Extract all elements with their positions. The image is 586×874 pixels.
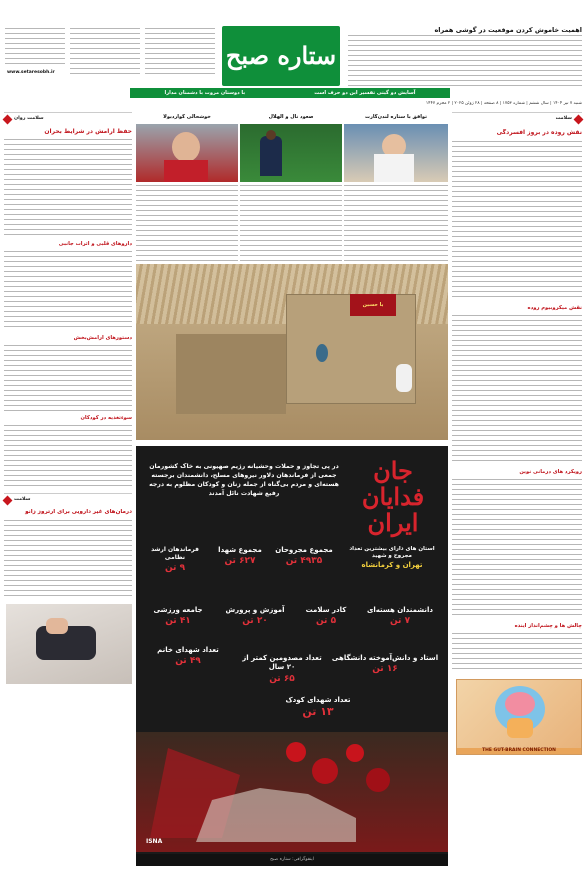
red-banner: یا حسین bbox=[350, 294, 396, 316]
left-sub-head-2[interactable]: دستورهای آرامش‌بخش bbox=[73, 335, 132, 342]
left-body-2 bbox=[4, 251, 132, 331]
right-sub-head-3[interactable]: چالش ها و چشم‌انداز آینده bbox=[514, 623, 582, 630]
stat-martyrs: مجموع شهدا ۶۲۷ تن bbox=[218, 546, 262, 567]
main-photo[interactable] bbox=[136, 264, 448, 440]
left-body-5 bbox=[4, 520, 132, 600]
infographic-caption: THE GUT-BRAIN CONNECTION bbox=[457, 748, 581, 754]
left-headline-2[interactable]: درمان‌های غیر دارویی برای آرتروز زانو bbox=[25, 509, 132, 516]
left-headline[interactable]: حفظ آرامش در شرایط بحران bbox=[44, 128, 132, 135]
stat-injured: مجموع مجروحان ۴۹۳۵ تن bbox=[275, 546, 333, 567]
left-column bbox=[4, 112, 132, 870]
left-body-3 bbox=[4, 345, 132, 411]
section-diamond-icon bbox=[3, 115, 13, 125]
masthead bbox=[0, 0, 586, 106]
thumb-2[interactable] bbox=[240, 114, 342, 262]
stat-scientists: دانشمندان هسته‌ای ۷ تن bbox=[366, 606, 434, 627]
thumb-1-photo bbox=[344, 124, 448, 182]
right-section-tab: سلامت bbox=[452, 112, 582, 123]
stat-health: کادر سلامت ۵ تن bbox=[305, 606, 347, 627]
logo-text: ستاره صبح bbox=[225, 40, 337, 70]
left-sub-head-1[interactable]: داروهای قلبی و اثرات جانبی bbox=[58, 241, 132, 248]
masthead-info bbox=[5, 28, 215, 80]
right-sub-head-2[interactable]: رویکرد های درمانی نوین bbox=[519, 469, 582, 476]
thumbs-row bbox=[136, 114, 448, 262]
left-body-1 bbox=[4, 139, 132, 237]
stat-academics: استاد و دانش‌آموخته دانشگاهی ۱۶ تن bbox=[331, 654, 439, 675]
thumb-2-title: صعود نال و الهلال bbox=[268, 114, 314, 120]
poster-source: ISNA bbox=[146, 838, 163, 845]
poster-title: جان فدایان ایران bbox=[361, 456, 425, 537]
stat-education: آموزش و پرورش ۲۰ تن bbox=[225, 606, 285, 627]
right-sub-head[interactable]: نقش میکروبیوم روده bbox=[527, 305, 582, 312]
left-section-tab-2: سلامت bbox=[4, 493, 132, 504]
stat-provinces: استان های دارای بیشترین تعداد مجروح و شهید تهران و کرمانشاه bbox=[349, 546, 435, 569]
tagline-bar bbox=[130, 88, 450, 98]
left-body-4 bbox=[4, 425, 132, 487]
poster-lead: در پی تجاوز و حملات وحشیانه رژیم صهیونی به خاک کشورمان جمعی از فرماندهان دلاور نیروهای مسلح، دانشمندان برجسته هسته‌ای و مردم بی‌گناه از جمله زنان و کودکان مظلوم به درجه رفیع شهادت نائل آمدند bbox=[149, 463, 339, 497]
right-column bbox=[452, 112, 582, 870]
stat-sport: جامعه ورزشی ۴۱ تن bbox=[153, 606, 203, 627]
thumb-2-photo bbox=[240, 124, 342, 182]
thumb-3[interactable] bbox=[136, 114, 238, 262]
thumb-3-photo bbox=[136, 124, 238, 182]
date-line: شنبه ۷ تیر ۱۴۰۴ | سال ششم | شماره ۱۷۵۳ | ۸ صفحه | ۲۸ ژوئن ۲۰۲۵ | ۲ محرم ۱۴۴۷ bbox=[425, 101, 582, 106]
stat-women: تعداد شهدای خانم ۴۹ تن bbox=[157, 646, 219, 667]
tagline: آسایش دو گیتی تفسیر این دو حرف است bbox=[314, 89, 416, 96]
site-url[interactable]: www.setaresobh.ir bbox=[7, 70, 55, 75]
stat-under-20: تعداد مصدومین کمتر از ۲۰ سال ۶۵ تن bbox=[242, 654, 322, 684]
stat-commanders: فرماندهان ارشد نظامی ۹ تن bbox=[151, 546, 199, 574]
knee-photo bbox=[6, 604, 132, 684]
top-news-headline[interactable]: اهمیت خاموش کردن موقعیت در گوشی همراه bbox=[434, 26, 582, 34]
thumb-3-title: خوشحالی گواردیولا bbox=[163, 114, 211, 120]
thumb-1-title: توافق با ستاره لندن‌گارت bbox=[365, 114, 427, 120]
gut-brain-infographic bbox=[456, 679, 582, 755]
section-diamond-icon bbox=[3, 496, 13, 506]
poster-photo bbox=[136, 732, 448, 852]
section-diamond-icon bbox=[574, 115, 584, 125]
right-body-4 bbox=[452, 633, 582, 673]
right-body-2 bbox=[452, 315, 582, 465]
left-section-tab: سلامت روان bbox=[4, 112, 132, 123]
poster-credit: اینفوگرافی: ستاره صبح bbox=[136, 854, 448, 866]
tagline2: با دوستان مروت با دشمنان مدارا bbox=[164, 89, 246, 96]
left-sub-head-3[interactable]: سوءتغذیه در کودکان bbox=[80, 415, 132, 422]
martyrs-poster bbox=[136, 446, 448, 866]
right-body-3 bbox=[452, 479, 582, 619]
stat-children: تعداد شهدای کودک ۱۳ تن bbox=[285, 696, 351, 719]
right-headline[interactable]: نقش روده در بروز افسردگی bbox=[496, 129, 582, 136]
top-news bbox=[348, 26, 582, 88]
logo bbox=[222, 26, 340, 86]
thumb-1[interactable] bbox=[344, 114, 448, 262]
right-body-1 bbox=[452, 141, 582, 301]
